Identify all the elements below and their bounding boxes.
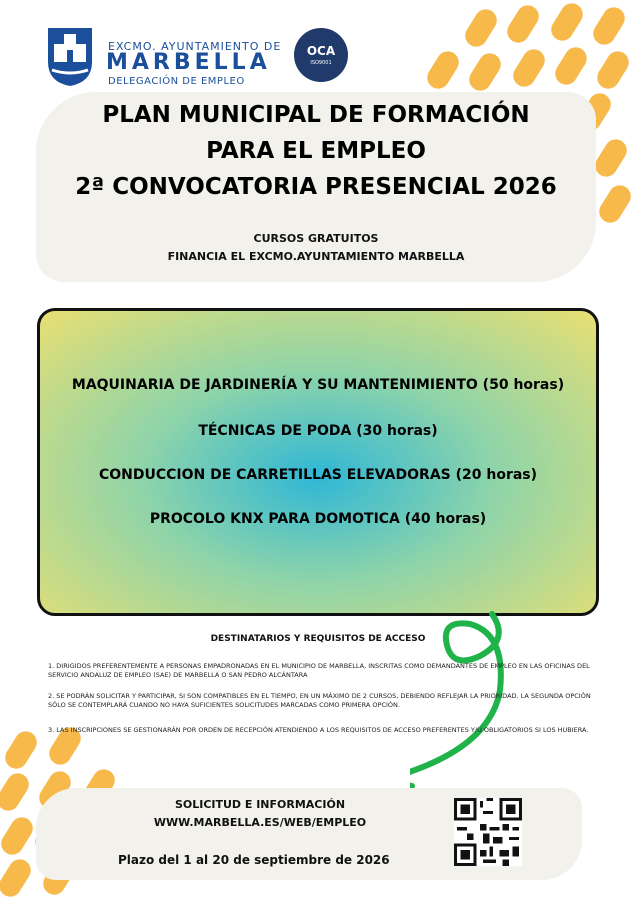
course-item: MAQUINARIA DE JARDINERÍA Y SU MANTENIMIENTO (50 horas) — [71, 377, 565, 393]
title-line-1: PLAN MUNICIPAL DE FORMACIÓN — [102, 102, 530, 128]
ayuntamiento-name: MARBELLA — [106, 50, 271, 75]
course-item: CONDUCCION DE CARRETILLAS ELEVADORAS (20 horas) — [98, 467, 538, 483]
oca-certification-badge — [294, 28, 348, 82]
ayuntamiento-logo — [46, 24, 286, 94]
ayuntamiento-top: EXCMO. AYUNTAMIENTO DE — [108, 40, 282, 53]
requirement-item: 1. DIRIGIDOS PREFERENTEMENTE A PERSONAS EMPADRONADAS EN EL MUNICIPIO DE MARBELLA, INSCRITAS COMO DEMANDANTES DE EMPLEO EN LAS OFICINAS DEL SERVICIO ANDALUZ DE EMPLEO (SAE) DE MARBELLA O SAN PEDRO ALCÁNTARA — [48, 662, 590, 679]
subtitle-free-courses: CURSOS GRATUITOS — [253, 232, 379, 245]
iso-label: ISO9001 — [310, 60, 332, 66]
deadline-text: Plazo del 1 al 20 de septiembre de 2026 — [118, 853, 390, 867]
footer-website-link[interactable]: WWW.MARBELLA.ES/WEB/EMPLEO — [153, 816, 367, 829]
qr-code-icon[interactable] — [454, 798, 522, 866]
courses-panel — [37, 308, 599, 616]
marbella-shield-icon — [46, 24, 94, 88]
course-item: PROCOLO KNX PARA DOMOTICA (40 horas) — [149, 511, 487, 527]
title-line-2: PARA EL EMPLEO — [206, 138, 426, 164]
title-card — [36, 92, 596, 282]
title-line-3: 2ª CONVOCATORIA PRESENCIAL 2026 — [75, 174, 557, 200]
requirement-item: 3. LAS INSCRIPCIONES SE GESTIONARÁN POR ORDEN DE RECEPCIÓN ATENDIENDO A LOS REQUISITOS DE ACCESO PREFERENTES Y/U OBLIGATORIOS SI LOS HUBIERA. — [48, 726, 589, 734]
subtitle-funding: FINANCIA EL EXCMO.AYUNTAMIENTO MARBELLA — [167, 250, 465, 263]
footer-info-title: SOLICITUD E INFORMACIÓN — [174, 798, 346, 811]
oca-label: OCA — [306, 44, 336, 58]
requirements-title: DESTINATARIOS Y REQUISITOS DE ACCESO — [210, 634, 426, 644]
course-item: TÉCNICAS DE PODA (30 horas) — [198, 423, 438, 439]
requirement-item: 2. SE PODRÁN SOLICITAR Y PARTICIPAR, SI SON COMPATIBLES EN EL TIEMPO, EN UN MÁXIMO DE 2 CURSOS, DEBIENDO REFLEJAR LA PRIORIDAD. LA SEGUNDA OPCIÓN SÓLO SE CONTEMPLARÁ CUANDO NO HAYA SUFICIENTES SOLICITUDES MARCADAS COMO PRIMERA OPCIÓN. — [48, 692, 591, 709]
delegacion-empleo: DELEGACIÓN DE EMPLEO — [108, 76, 245, 87]
